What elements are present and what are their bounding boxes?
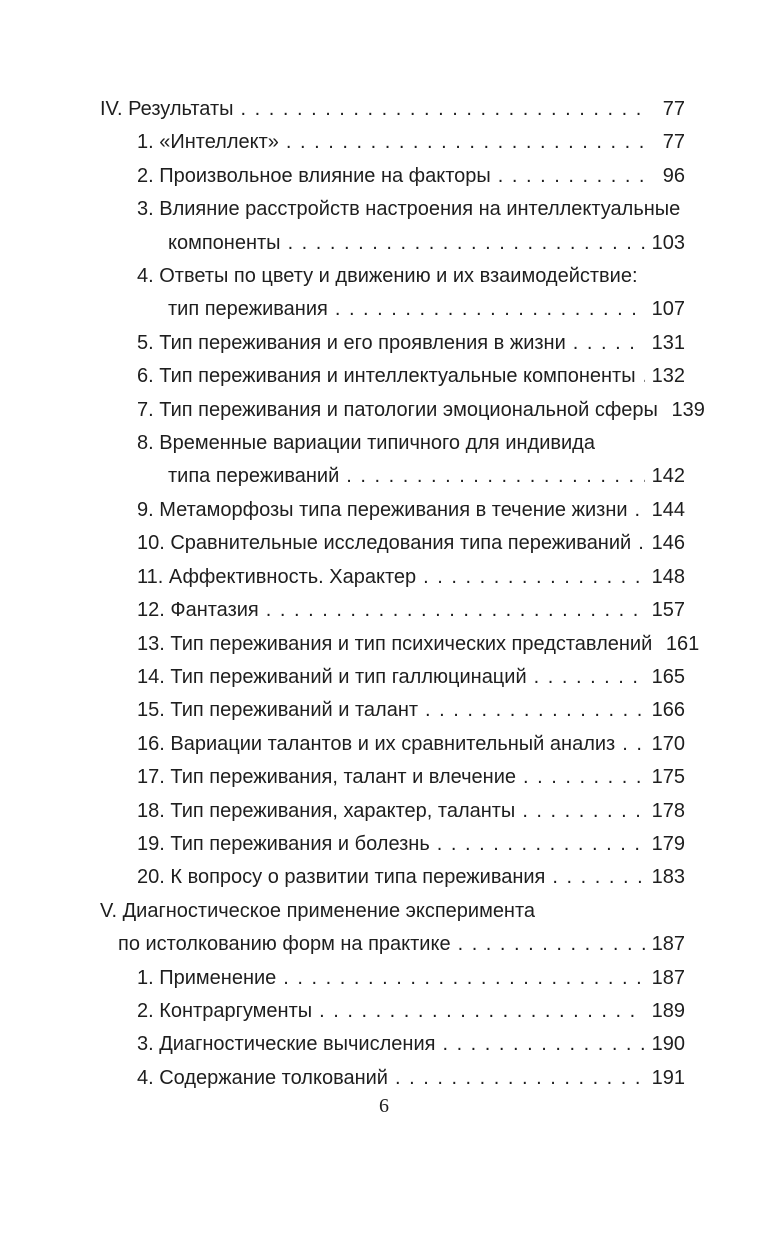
dot-leader: [552, 861, 645, 894]
dot-leader: [622, 728, 645, 761]
toc-entry-line: [100, 427, 685, 460]
toc-entry-line: [100, 594, 685, 627]
dot-leader: [442, 1028, 645, 1061]
toc-entry-line: [100, 126, 685, 159]
toc-entry-line: [100, 795, 685, 828]
toc-entry-title: 16. Вариации талантов и их сравнительный анализ: [137, 732, 616, 755]
toc-entry-title: 7. Тип переживания и патологии эмоциональной сферы: [137, 398, 658, 421]
toc-entry-line: [100, 861, 685, 894]
toc-entry-page: 96: [662, 164, 685, 187]
toc-entry-title: IV. Результаты: [100, 98, 234, 120]
toc-entry-line: [100, 661, 685, 694]
toc-entry-line: [100, 895, 685, 928]
toc-entry-title: 1. Применение: [137, 966, 277, 989]
toc-entry-line: [100, 260, 685, 293]
toc-entry-line: [100, 561, 685, 594]
toc-entry-title: 10. Сравнительные исследования типа переживаний: [137, 532, 632, 555]
toc-entry-title: 8. Временные вариации типичного для индивида: [137, 432, 595, 455]
toc-entry-title: 3. Диагностические вычисления: [137, 1033, 436, 1056]
toc-entry-title: 6. Тип переживания и интеллектуальные компоненты: [137, 365, 636, 388]
dot-leader: [522, 795, 645, 828]
toc-entry-page: 175: [651, 766, 685, 789]
toc-entry-page: 144: [651, 498, 685, 521]
toc-entry-line: [100, 828, 685, 861]
toc-entry-line: [100, 694, 685, 727]
toc-entry-line: [100, 494, 685, 527]
dot-leader: [423, 561, 645, 594]
toc-entry-line: [100, 527, 685, 560]
toc-entry-page: 178: [651, 799, 685, 822]
dot-leader: [288, 227, 645, 260]
dot-leader: [335, 293, 645, 326]
toc-entry-page: 142: [651, 465, 685, 488]
dot-leader: [283, 962, 645, 995]
toc-entry-page: 191: [651, 1066, 685, 1089]
toc-entry-line: [100, 193, 685, 226]
dot-leader: [638, 527, 645, 560]
dot-leader: [498, 160, 645, 193]
page-number-folio: 6: [379, 1095, 389, 1117]
toc-entry-page: 132: [651, 365, 685, 388]
toc-entry-page: 131: [651, 331, 685, 354]
toc-entry-line: [100, 1062, 685, 1095]
dot-leader: [635, 494, 645, 527]
toc-entry-page: 179: [651, 832, 685, 855]
toc-entry-title: 15. Тип переживаний и талант: [137, 699, 419, 722]
toc-entry-line: [100, 227, 685, 260]
toc-entry-title: 4. Содержание толкований: [137, 1066, 388, 1089]
dot-leader: [286, 126, 645, 159]
toc-entry-page: 170: [651, 732, 685, 755]
toc-entry-title: 18. Тип переживания, характер, таланты: [137, 799, 516, 822]
toc-entry-page: 77: [662, 98, 685, 120]
toc-entry-title: 9. Метаморфозы типа переживания в течение жизни: [137, 498, 628, 521]
toc-entry-line: [100, 327, 685, 360]
toc-entry-page: 166: [651, 699, 685, 722]
toc-entry-page: 148: [651, 565, 685, 588]
toc-entry-page: 187: [651, 966, 685, 989]
toc-entry-line: [100, 93, 685, 126]
toc-entry-title: 14. Тип переживаний и тип галлюцинаций: [137, 665, 527, 688]
toc-entry-line: [100, 628, 700, 661]
toc-entry-title: 13. Тип переживания и тип психических представлений: [137, 632, 653, 655]
toc-entry-page: 165: [651, 665, 685, 688]
dot-leader: [266, 594, 645, 627]
toc-entry-page: 190: [651, 1033, 685, 1056]
toc-entry-page: 139: [671, 398, 705, 421]
toc-entry-title: 2. Произвольное влияние на факторы: [137, 164, 491, 187]
toc-entry-title: 17. Тип переживания, талант и влечение: [137, 766, 516, 789]
dot-leader: [319, 995, 645, 1028]
toc-entry-title: 12. Фантазия: [137, 599, 259, 622]
toc-entry-page: 103: [651, 231, 685, 254]
toc-entry-line: [100, 1028, 685, 1061]
toc-entry-line: [100, 160, 685, 193]
toc-entry-title: типа переживаний: [168, 465, 340, 488]
toc-entry-line: [100, 360, 685, 393]
dot-leader: [346, 460, 645, 493]
toc-entry-title: тип переживания: [168, 298, 328, 321]
toc-entry-title: 3. Влияние расстройств настроения на интеллектуальные: [137, 198, 681, 221]
toc-entry-line: [100, 962, 685, 995]
dot-leader: [425, 694, 645, 727]
dot-leader: [534, 661, 645, 694]
dot-leader: [523, 761, 645, 794]
toc-entry-page: 161: [665, 632, 700, 655]
dot-leader: [395, 1062, 645, 1095]
dot-leader: [458, 928, 645, 961]
toc-entry-title: компоненты: [168, 231, 281, 254]
dot-leader: [241, 93, 645, 126]
dot-leader: [573, 327, 645, 360]
toc-entry-title: по истолкованию форм на практике: [118, 933, 451, 956]
toc-entry-title: 5. Тип переживания и его проявления в жизни: [137, 331, 566, 354]
toc-entry-line: [100, 761, 685, 794]
toc-entry-page: 77: [662, 131, 685, 154]
toc-entry-title: 4. Ответы по цвету и движению и их взаимодействие:: [137, 265, 638, 288]
toc-entry-page: 146: [651, 532, 685, 555]
toc-entry-line: [100, 728, 685, 761]
toc-entry-title: 2. Контраргументы: [137, 999, 313, 1022]
toc-entry-page: 187: [651, 933, 685, 956]
toc-entry-line: [100, 460, 685, 493]
toc-entry-title: 20. К вопросу о развитии типа переживания: [137, 866, 546, 889]
table-of-contents: [100, 93, 705, 1095]
toc-entry-page: 189: [651, 999, 685, 1022]
toc-entry-title: 1. «Интеллект»: [137, 131, 279, 154]
toc-entry-page: 107: [651, 298, 685, 321]
toc-entry-line: [100, 394, 705, 427]
toc-entry-line: [100, 928, 685, 961]
toc-entry-page: 157: [651, 599, 685, 622]
toc-entry-page: 183: [651, 866, 685, 889]
dot-leader: [437, 828, 645, 861]
toc-entry-line: [100, 995, 685, 1028]
toc-entry-title: 11. Аффективность. Характер: [137, 565, 417, 588]
dot-leader: [643, 360, 645, 393]
toc-entry-title: V. Диагностическое применение эксперимента: [100, 899, 536, 922]
toc-entry-title: 19. Тип переживания и болезнь: [137, 832, 430, 855]
toc-entry-line: [100, 293, 685, 326]
